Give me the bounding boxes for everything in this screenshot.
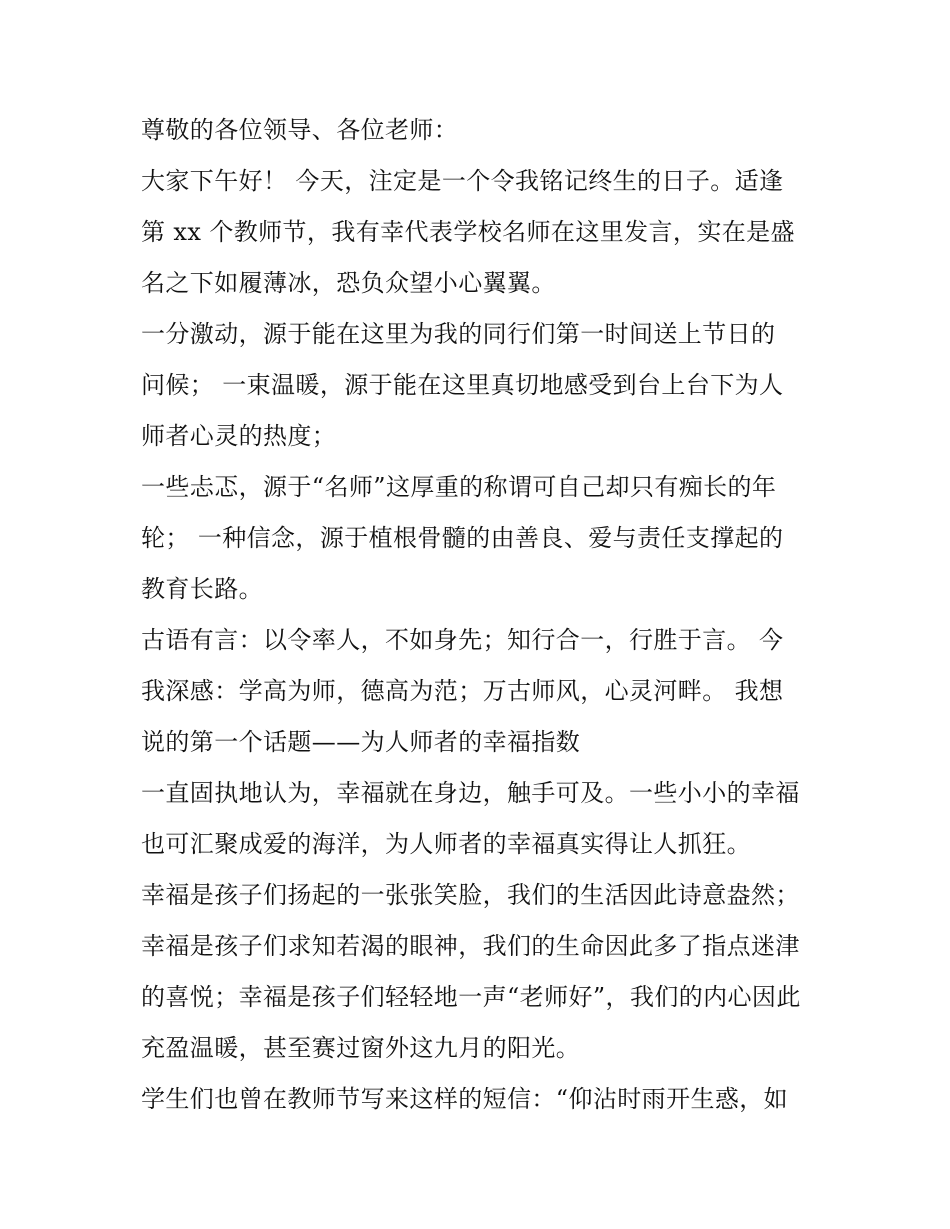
text-line: 也可汇聚成爱的海洋，为人师者的幸福真实得让人抓狂。 <box>141 830 751 858</box>
text-line: 我深感：学高为师，德高为范；万古师风，心灵河畔。 我想 <box>141 677 784 705</box>
text-line: 充盈温暖，甚至赛过窗外这九月的阳光。 <box>141 1034 581 1062</box>
text-line: 说的第一个话题——为人师者的幸福指数 <box>141 728 581 756</box>
text-line: 第 xx 个教师节，我有幸代表学校名师在这里发言，实在是盛 <box>141 218 795 246</box>
text-line: 轮； 一种信念，源于植根骨髓的由善良、爱与责任支撑起的 <box>141 524 784 552</box>
text-line: 一些忐忑，源于“名师”这厚重的称谓可自己却只有痴长的年 <box>141 473 777 501</box>
text-line: 的喜悦；幸福是孩子们轻轻地一声“老师好”，我们的内心因此 <box>141 983 801 1011</box>
text-line: 一分激动，源于能在这里为我的同行们第一时间送上节日的 <box>141 320 776 348</box>
document-body <box>141 108 821 1128</box>
text-line: 幸福是孩子们扬起的一张张笑脸，我们的生活因此诗意盎然； <box>141 881 800 909</box>
text-line: 一直固执地认为，幸福就在身边，触手可及。一些小小的幸福 <box>141 779 800 807</box>
text-line: 问候； 一束温暖，源于能在这里真切地感受到台上台下为人 <box>141 371 784 399</box>
text-line: 教育长路。 <box>141 575 263 603</box>
text-line: 幸福是孩子们求知若渴的眼神，我们的生命因此多了指点迷津 <box>141 932 800 960</box>
text-line: 学生们也曾在教师节写来这样的短信：“仰沾时雨开生惑，如 <box>141 1085 789 1113</box>
text-line: 古语有言：以令率人，不如身先；知行合一，行胜于言。 今 <box>141 626 784 654</box>
text-line: 尊敬的各位领导、各位老师： <box>141 116 459 144</box>
text-line: 师者心灵的热度； <box>141 422 337 450</box>
text-line: 名之下如履薄冰，恐负众望小心翼翼。 <box>141 269 556 297</box>
text-line: 大家下午好！ 今天，注定是一个令我铭记终生的日子。适逢 <box>141 167 784 195</box>
